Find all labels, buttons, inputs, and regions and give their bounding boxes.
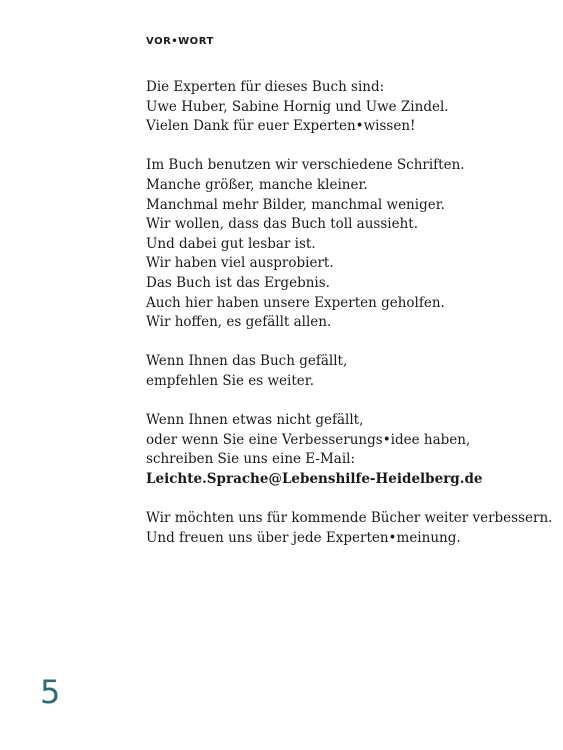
text-line: Im Buch benutzen wir verschiedene Schriften. — [146, 157, 465, 174]
text-line: Wenn Ihnen das Buch gefällt, — [146, 353, 348, 370]
paragraph-recommend — [146, 352, 546, 391]
text-line: Wenn Ihnen etwas nicht gefällt, — [146, 412, 364, 429]
text-line: Und dabei gut lesbar ist. — [146, 235, 316, 252]
paragraph-fonts — [146, 156, 546, 332]
email-address[interactable]: Leichte.Sprache@Lebenshilfe-Heidelberg.de — [146, 470, 483, 487]
text-line: Die Experten für dieses Buch sind: — [146, 79, 385, 95]
text-line: Manchmal mehr Bilder, manchmal weniger. — [146, 196, 445, 213]
paragraph-improve — [146, 509, 553, 548]
text-line: Auch hier haben unsere Experten geholfen. — [146, 294, 445, 311]
text-line: Wir hoffen, es gefällt allen. — [146, 314, 332, 331]
text-line: schreiben Sie uns eine E-Mail: — [146, 451, 356, 468]
text-line: Manche größer, manche kleiner. — [146, 176, 368, 193]
text-line: Das Buch ist das Ergebnis. — [146, 274, 330, 291]
text-line: Wir haben viel ausprobiert. — [146, 255, 334, 272]
text-line: Vielen Dank für euer Experten•wissen! — [146, 118, 416, 135]
text-line: oder wenn Sie eine Verbesserungs•idee haben, — [146, 431, 471, 448]
text-line: Uwe Huber, Sabine Hornig und Uwe Zindel. — [146, 98, 449, 115]
paragraph-experts — [146, 78, 546, 137]
page-number: 5 — [40, 673, 61, 711]
text-line: empfehlen Sie es weiter. — [146, 372, 314, 389]
text-line: Wir wollen, dass das Buch toll aussieht. — [146, 216, 418, 233]
paragraph-feedback — [146, 411, 546, 489]
page-header: VOR•WORT — [146, 36, 214, 47]
text-line: Und freuen uns über jede Experten•meinung. — [146, 529, 461, 546]
text-line: Wir möchten uns für kommende Bücher weiter verbessern. — [146, 510, 553, 527]
main-text — [146, 78, 553, 568]
